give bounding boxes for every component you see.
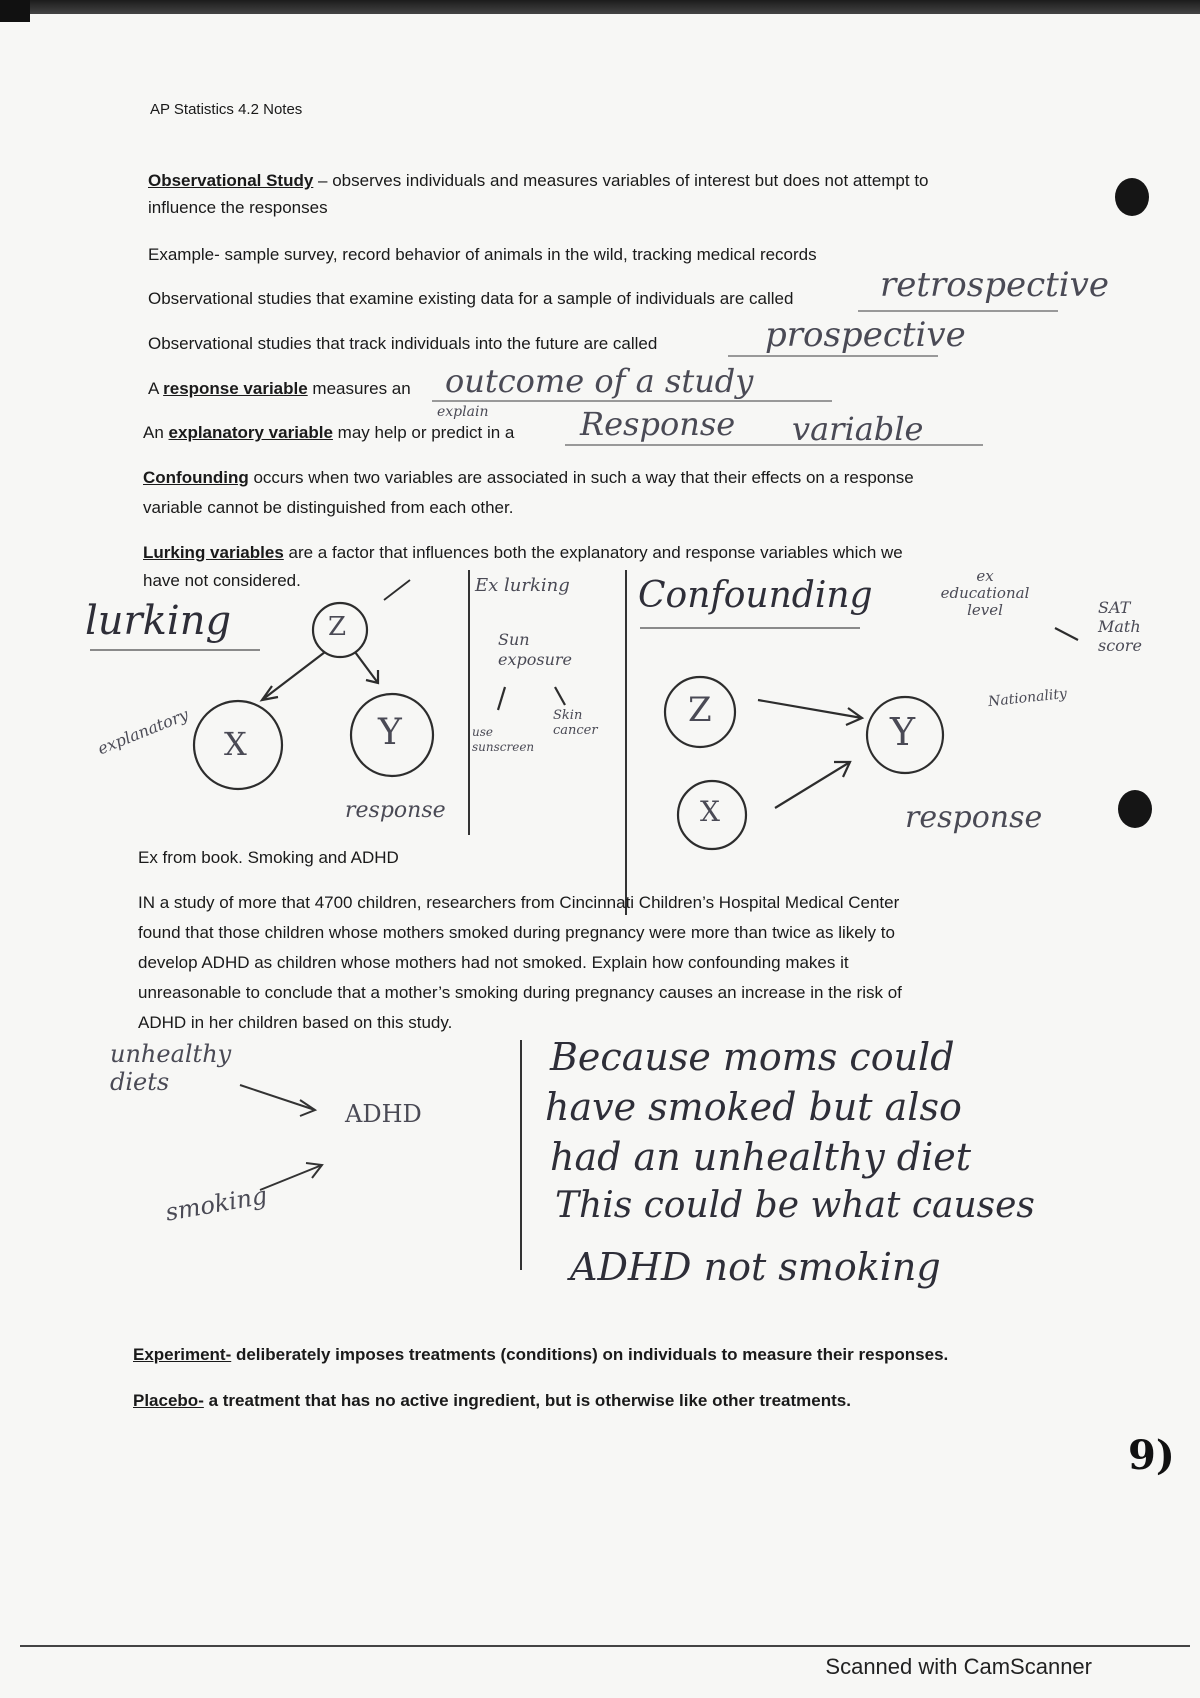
explanatory-post: may help or predict in a xyxy=(332,423,515,442)
confounding-diagram-label: Confounding xyxy=(638,575,873,616)
response2-label: response xyxy=(905,800,1043,835)
explanatory-insert: explain xyxy=(437,404,489,420)
y2-label: Y xyxy=(890,710,916,754)
sat-score-label: SAT Math score xyxy=(1098,598,1142,655)
book-example: Ex from book. Smoking and ADHD xyxy=(138,848,399,867)
response-post: measures an xyxy=(307,379,411,398)
page-number: 9) xyxy=(1128,1432,1175,1479)
page-title: AP Statistics 4.2 Notes xyxy=(150,101,303,118)
response-pre: A xyxy=(148,379,164,398)
example-line: Example- sample survey, record behavior of animals in the wild, tracking medical records xyxy=(148,245,817,264)
explanatory-answer-1: Response xyxy=(580,405,736,443)
confounding-term: Confounding xyxy=(143,468,249,487)
adhd-note: ADHD xyxy=(345,1100,422,1128)
answer-line-3: had an unhealthy diet xyxy=(550,1135,971,1179)
lurking-label: lurking xyxy=(85,598,232,644)
retrospective-line: Observational studies that examine existing data for a sample of individuals are called xyxy=(148,289,794,308)
study-line-5: ADHD in her children based on this study. xyxy=(138,1013,453,1032)
placebo-line xyxy=(133,1386,851,1416)
lurking-term: Lurking variables xyxy=(143,543,284,562)
smoking-note: smoking xyxy=(163,1181,270,1227)
observational-term: Observational Study xyxy=(148,171,314,190)
answer-line-2: have smoked but also xyxy=(545,1085,962,1129)
experiment-def: deliberately imposes treatments (conditions) on individuals to measure their responses. xyxy=(231,1345,949,1364)
experiment-line xyxy=(133,1340,948,1370)
answer-line-4: This could be what causes xyxy=(555,1185,1035,1226)
explanatory-variable-term: explanatory variable xyxy=(168,423,333,442)
response-label: response xyxy=(345,798,446,823)
placebo-def: a treatment that has no active ingredient, but is otherwise like other treatments. xyxy=(203,1391,851,1410)
nationality-label: Nationality xyxy=(987,685,1068,711)
response-answer: outcome of a study xyxy=(445,362,754,400)
binder-hole-middle xyxy=(1118,790,1152,828)
binder-hole-top xyxy=(1115,178,1149,216)
response-variable-term: response variable xyxy=(163,379,308,398)
observational-def2: influence the responses xyxy=(148,198,328,217)
answer-line-5: ADHD not smoking xyxy=(570,1245,941,1289)
confounding-def2: variable cannot be distinguished from each other. xyxy=(143,498,514,517)
explanatory-pre: An xyxy=(143,423,169,442)
unhealthy-diets-note: unhealthy diets xyxy=(110,1040,232,1096)
explanatory-label: explanatory xyxy=(94,704,192,759)
skin-cancer-label: Skin cancer xyxy=(553,708,598,738)
explanatory-answer-2: variable xyxy=(792,410,924,448)
study-line-2: found that those children whose mothers smoked during pregnancy were more than twice as likely to xyxy=(138,923,895,942)
z2-label: Z xyxy=(688,690,712,730)
lurking-def1: are a factor that influences both the explanatory and response variables which we xyxy=(283,543,903,562)
prospective-line: Observational studies that track individuals into the future are called xyxy=(148,334,658,353)
answer-line-1: Because moms could xyxy=(550,1035,955,1079)
lurking-def2: have not considered. xyxy=(143,571,301,590)
bottom-edge xyxy=(20,1645,1190,1647)
x2-label: X xyxy=(700,795,720,828)
y-label: Y xyxy=(378,712,402,753)
ex-lurking-label: Ex lurking xyxy=(475,575,570,596)
answer-divider xyxy=(520,1040,522,1270)
sun-exposure-label: Sun exposure xyxy=(498,630,572,669)
z-label: Z xyxy=(328,612,347,642)
x-label: X xyxy=(224,725,247,763)
ex-educational-label: ex educational level xyxy=(940,567,1030,619)
study-line-3: develop ADHD as children whose mothers had not smoked. Explain how confounding makes it xyxy=(138,953,849,972)
experiment-term: Experiment- xyxy=(133,1345,232,1364)
study-line-1: IN a study of more that 4700 children, researchers from Cincinnati Children’s Hospital Medical Center xyxy=(138,893,900,912)
camscanner-watermark: Scanned with CamScanner xyxy=(825,1654,1092,1679)
confounding-def1: occurs when two variables are associated in such a way that their effects on a response xyxy=(248,468,914,487)
study-line-4: unreasonable to conclude that a mother’s smoking during pregnancy causes an increase in the risk of xyxy=(138,983,902,1002)
placebo-term: Placebo- xyxy=(133,1391,204,1410)
use-sunscreen-label: use sunscreen xyxy=(472,725,535,754)
prospective-answer: prospective xyxy=(765,315,966,355)
retrospective-answer: retrospective xyxy=(880,265,1110,305)
observational-def1: – observes individuals and measures variables of interest but does not attempt to xyxy=(313,171,929,190)
